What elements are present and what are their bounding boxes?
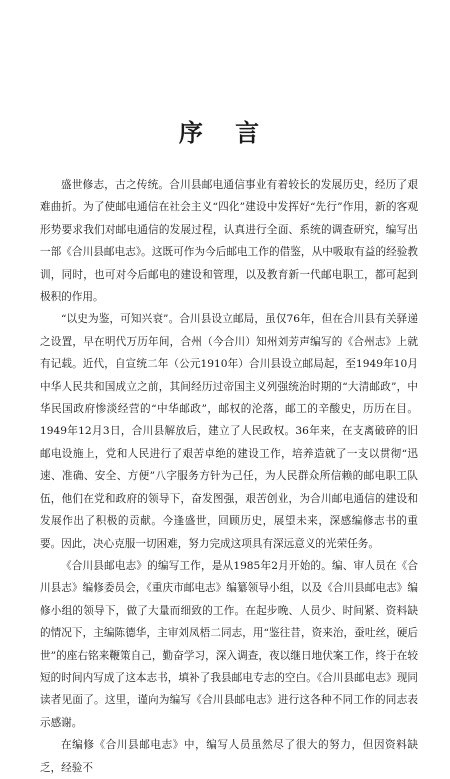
paragraph-4: 在编修《合川县邮电志》中，编写人员虽然尽了很大的努力，但因资料缺乏，经验不 xyxy=(40,739,418,774)
paragraph-1: 盛世修志，古之传统。合川县邮电通信事业有着较长的发展历史，经历了艰难曲折。为了使邮电通信在社会主义“四化”建设中发挥好“先行”作用，新的客观形势要求我们对邮电通信的发展过程，认真进行全面、系统的调查研究，编写出一部《合川县邮电志》。这既可作为今后邮电工作的借鉴，从中吸取有益的经验教训，同时，也可对今后邮电的建设和管理，以及教育新一代邮电职工，都可起到极积的作用。 xyxy=(40,179,418,304)
paragraph-3: 《合川县邮电志》的编写工作，是从1985年2月开始的。编、审人员在《合川县志》编修委员会，《重庆市邮电志》编纂领导小组，以及《合川县邮电志》编修小组的领导下，做了大量而细致的工作。在起步晚、人员少、时间紧、资料缺的情况下，主编陈德华，主审刘凤梧二同志，用“鉴往昔，资来治，蚕吐丝，硬后世”的座右铭来鞭策自己，勤奋学习，深入调查，夜以继日地伏案工作，终于在较短的时间内写成了这本志书，填补了我县邮电专志的空白。《合川县邮电志》现同读者见面了。这里，谨向为编写《合川县邮电志》进行这各种不同工作的同志表示感谢。 xyxy=(40,559,418,729)
preface-body xyxy=(40,174,418,779)
page-title: 序 言 xyxy=(178,118,272,147)
paragraph-2: “以史为鉴，可知兴衰”。合川县设立邮局，虽仅76年，但在合川县有关驿递之设置，早在明代万历年间，合州（今合川）知州刘芳声编写的《合州志》上就有记载。近代，自宣统二年（公元1910年）合川县设立邮局起，至1949年10月中华人民共和国成立之前，其间经历过帝国主义列强统治时期的“大清邮政”，中华民国政府惨淡经营的“中华邮政”，邮权的沦落，邮工的辛酸史，历历在目。1949年12月3日，合川县解放后，建立了人民政权。36年来，在支离破碎的旧邮电设施上，党和人民进行了艰苦卓绝的建设工作，培养造就了一支以贯彻“迅速、准确、安全、方便”八字服务方针为己任，为人民群众所信赖的邮电职工队伍，他们在党和政府的领导下，奋发图强，艰苦创业，为合川邮电通信的建设和发展作出了积极的贡献。今逢盛世，回顾历史，展望未来，深感编修志书的重要。因此，决心克服一切困难，努力完成这项具有深远意义的光荣任务。 xyxy=(40,313,418,550)
